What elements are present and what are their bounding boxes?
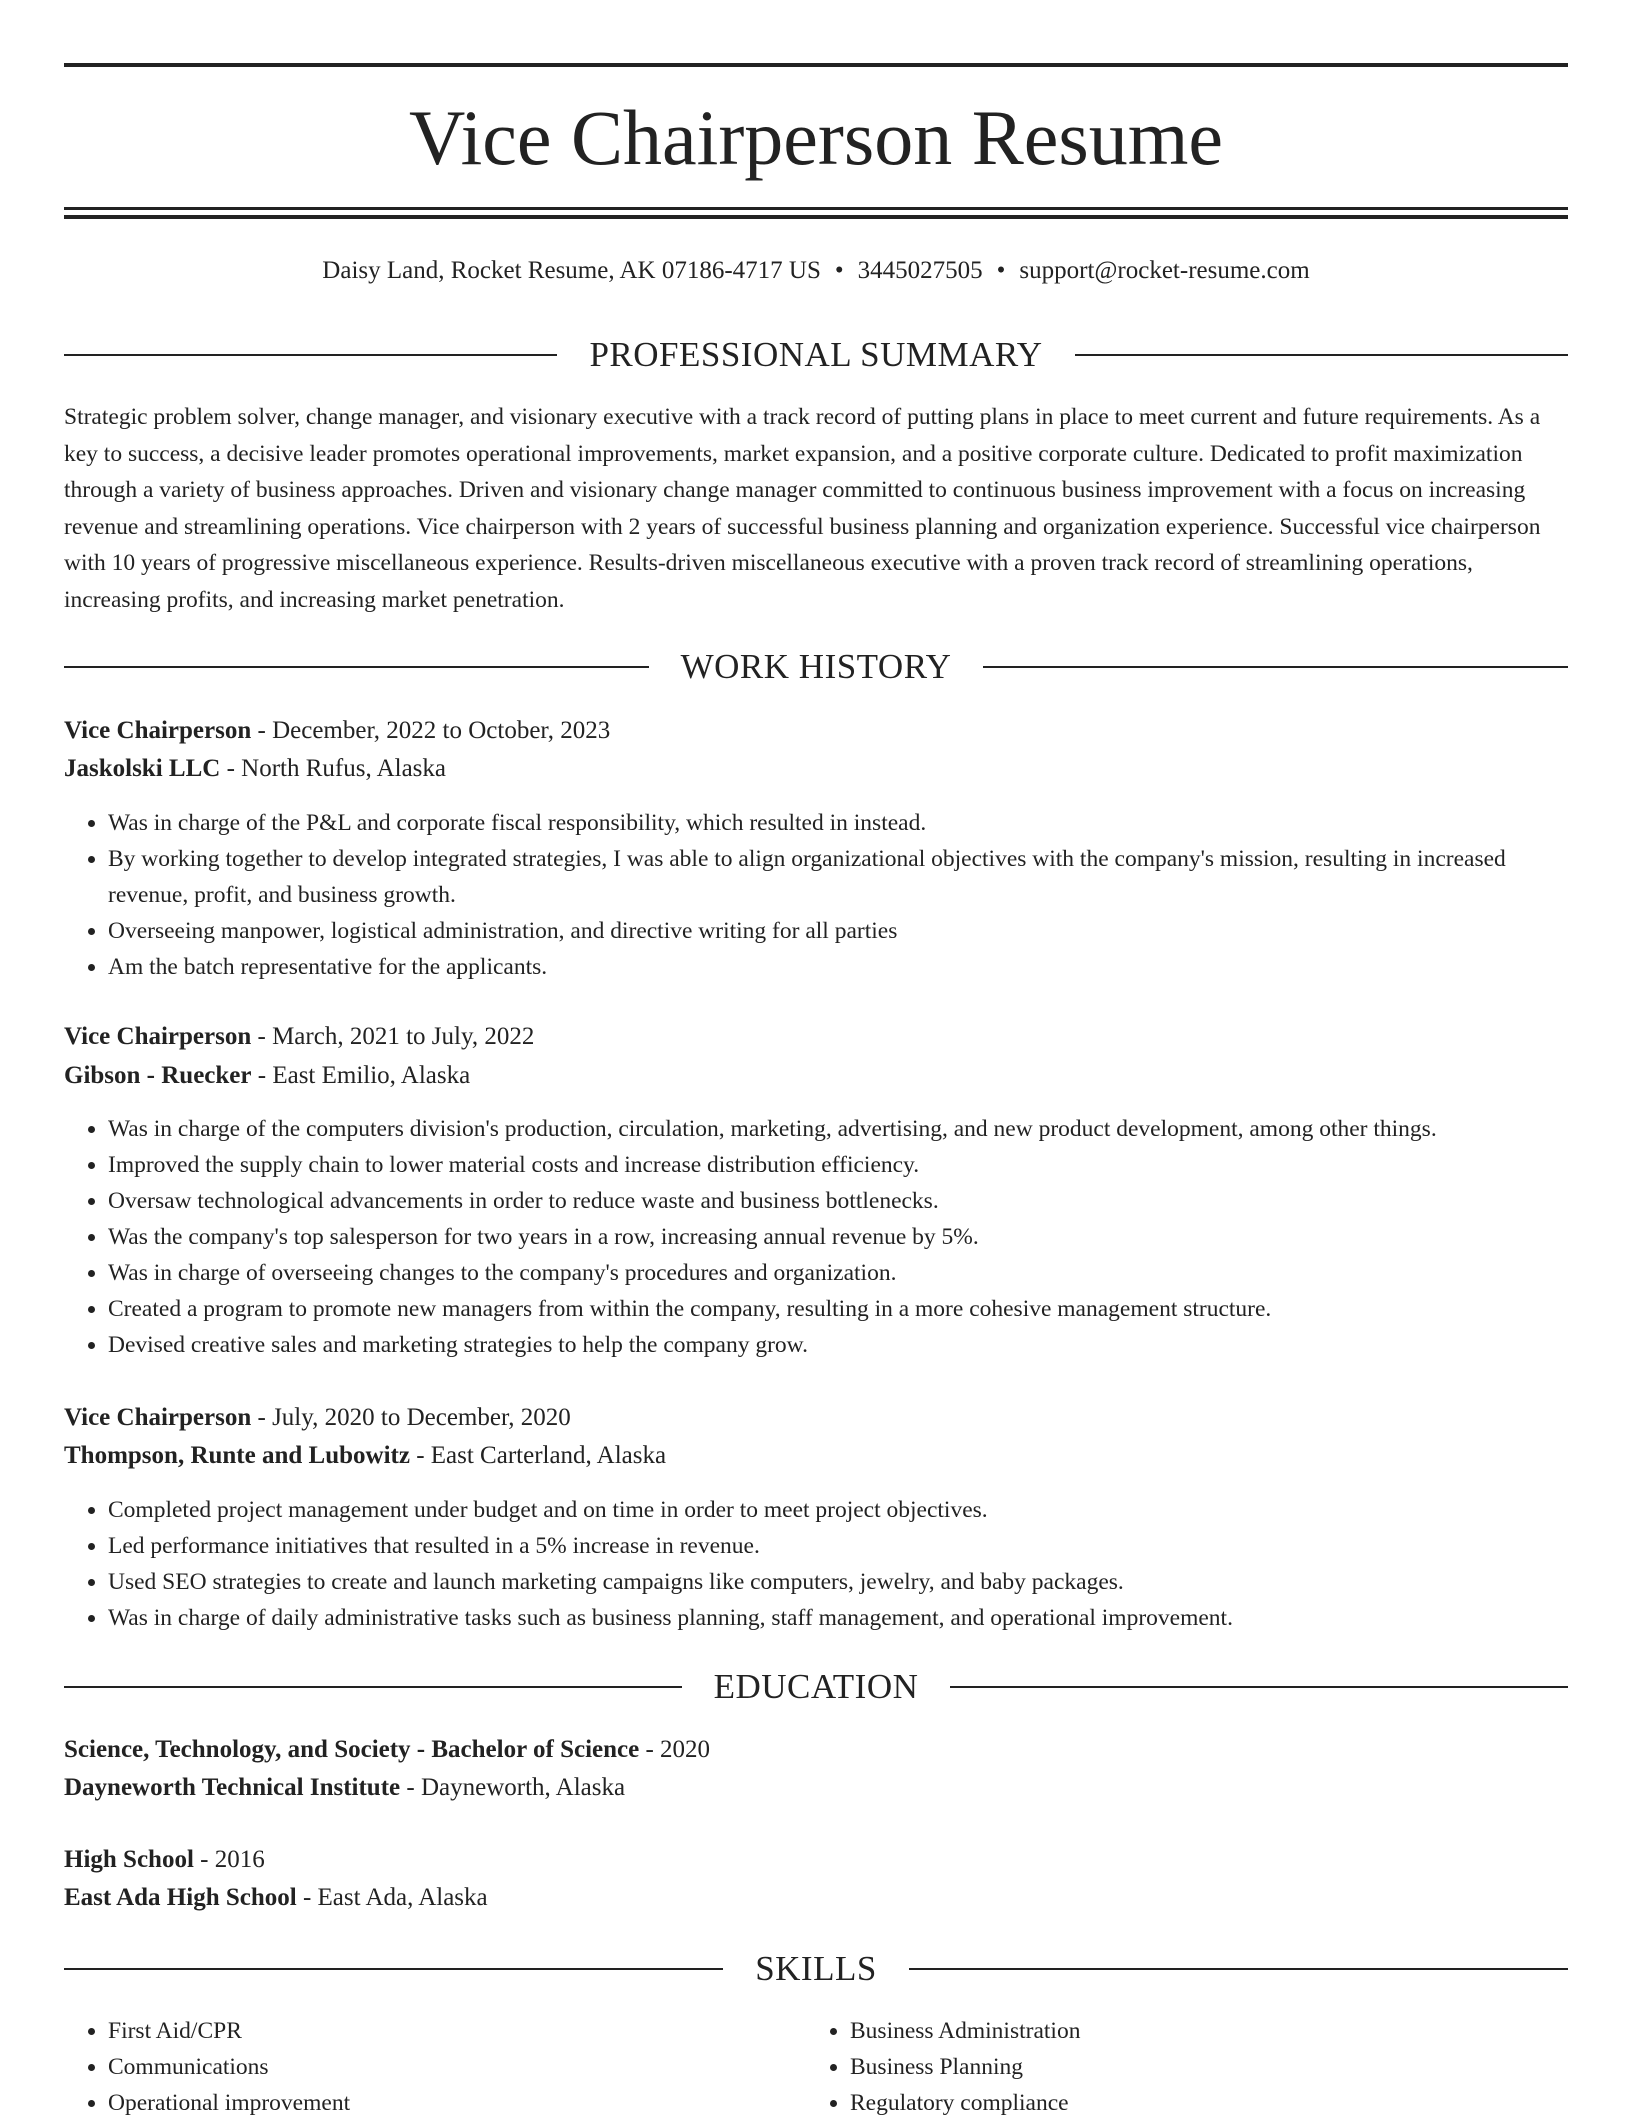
contact-address: Daisy Land, Rocket Resume, AK 07186-4717 US [322,257,821,284]
heading-line [64,1686,682,1688]
job-2-location: - East Emilio, Alaska [251,1062,471,1089]
list-item: • Overseeing manpower, logistical administration, and directive writing for all parties [108,913,1568,949]
education-2-school-line [64,1879,1568,1917]
contact-line [64,252,1568,290]
heading-line [64,666,649,668]
work-history-heading [64,647,1568,687]
list-item: • Oversaw technological advancements in order to reduce waste and business bottlenecks. [108,1183,1568,1219]
job-3-role: Vice Chairperson [64,1404,252,1431]
job-3-location: - East Carterland, Alaska [409,1442,667,1469]
list-item: • Business Administration [850,2013,1570,2049]
heading-line [950,1686,1568,1688]
summary-text: Strategic problem solver, change manager, and visionary executive with a track record of putting plans in place to meet current and future requirements. As a key to success, a decisive leader promotes operational improvements, market expansion, and a positive corporate culture. Dedicated to profit maximization through a variety of business approaches. Driven and visionary change manager committed to continuous business improvement with a focus on increasing revenue and streamlining operations. Vice chairperson with 2 years of successful business planning and organization experience. Successful vice chairperson with 10 years of progressive miscellaneous experience. Results-driven miscellaneous executive with a proven track record of streamlining operations, increasing profits, and increasing market penetration. [64,404,1541,613]
title-rule-upper [64,207,1568,210]
contact-email: support@rocket-resume.com [1019,257,1310,284]
job-1-company-line [64,750,1568,788]
job-3-title-line [64,1399,1568,1437]
job-1-role: Vice Chairperson [64,717,252,744]
education-2-degree: High School [64,1846,194,1873]
skills-list-right [806,2013,1570,2121]
education-1-degree-line [64,1731,1568,1769]
skills-heading [64,1949,1568,1989]
job-1-title-line [64,712,1568,750]
work-history-heading-label: WORK HISTORY [680,647,952,686]
heading-line [909,1968,1568,1970]
list-item: • Created a program to promote new managers from within the company, resulting in a more cohesive management structure. [108,1291,1568,1327]
list-item: • Operational improvement [108,2085,828,2121]
summary-heading-label: PROFESSIONAL SUMMARY [589,335,1043,374]
list-item: • Was in charge of the P&L and corporate fiscal responsibility, which resulted in instead. [108,805,1568,841]
job-2-bullets [64,1111,1568,1363]
education-1-school-line [64,1769,1568,1807]
job-2-company-line [64,1057,1568,1095]
job-3-company: Thompson, Runte and Lubowitz [64,1442,410,1469]
list-item: • Devised creative sales and marketing strategies to help the company grow. [108,1327,1568,1363]
list-item: • Was the company's top salesperson for two years in a row, increasing annual revenue by 5%. [108,1219,1568,1255]
contact-phone: 3445027505 [857,257,983,284]
list-item: • Was in charge of daily administrative tasks such as business planning, staff management, and operational improvement. [108,1600,1568,1636]
education-2-location: - East Ada, Alaska [296,1884,488,1911]
list-item: • Was in charge of overseeing changes to the company's procedures and organization. [108,1255,1568,1291]
job-1-dates: - December, 2022 to October, 2023 [251,717,611,744]
list-item: • Used SEO strategies to create and launch marketing campaigns like computers, jewelry, and baby packages. [108,1564,1568,1600]
job-2-company: Gibson - Ruecker [64,1062,252,1089]
list-item: • Regulatory compliance [850,2085,1570,2121]
job-2-role: Vice Chairperson [64,1023,252,1050]
education-2-year: - 2016 [193,1846,265,1873]
list-item: • Business Planning [850,2049,1570,2085]
job-3-bullets [64,1492,1568,1636]
skills-heading-label: SKILLS [755,1949,877,1988]
list-item: • Improved the supply chain to lower material costs and increase distribution efficiency. [108,1147,1568,1183]
education-1-location: - Dayneworth, Alaska [400,1774,626,1801]
list-item: • First Aid/CPR [108,2013,828,2049]
list-item: • Completed project management under budget and on time in order to meet project objectives. [108,1492,1568,1528]
heading-line [983,666,1568,668]
heading-line [1075,354,1568,356]
education-heading [64,1667,1568,1707]
list-item: • Was in charge of the computers division's production, circulation, marketing, advertising, and new product development, among other things. [108,1111,1568,1147]
heading-line [64,1968,723,1970]
contact-separator: • [834,257,844,284]
list-item: • Led performance initiatives that resulted in a 5% increase in revenue. [108,1528,1568,1564]
skills-list-left [64,2013,828,2121]
job-1-bullets [64,805,1568,985]
education-1-school: Dayneworth Technical Institute [64,1774,401,1801]
education-2-degree-line [64,1841,1568,1879]
heading-line [64,354,557,356]
list-item: • Am the batch representative for the applicants. [108,949,1568,985]
job-3-dates: - July, 2020 to December, 2020 [251,1404,571,1431]
title-rule-lower [64,215,1568,219]
job-2-title-line [64,1018,1568,1056]
job-2-dates: - March, 2021 to July, 2022 [251,1023,535,1050]
education-heading-label: EDUCATION [713,1667,919,1706]
job-3-company-line [64,1437,1568,1475]
education-1-year: - 2020 [639,1736,711,1763]
summary-heading [64,335,1568,375]
list-item: • By working together to develop integrated strategies, I was able to align organizational objectives with the company's mission, resulting in increased revenue, profit, and business growth. [108,841,1568,913]
contact-separator: • [996,257,1006,284]
resume-title: Vice Chairperson Resume [408,94,1224,181]
top-rule [64,63,1568,67]
job-1-location: - North Rufus, Alaska [220,755,446,782]
job-1-company: Jaskolski LLC [64,755,221,782]
education-1-degree: Science, Technology, and Society - Bachelor of Science [64,1736,640,1763]
list-item: • Communications [108,2049,828,2085]
education-2-school: East Ada High School [64,1884,297,1911]
